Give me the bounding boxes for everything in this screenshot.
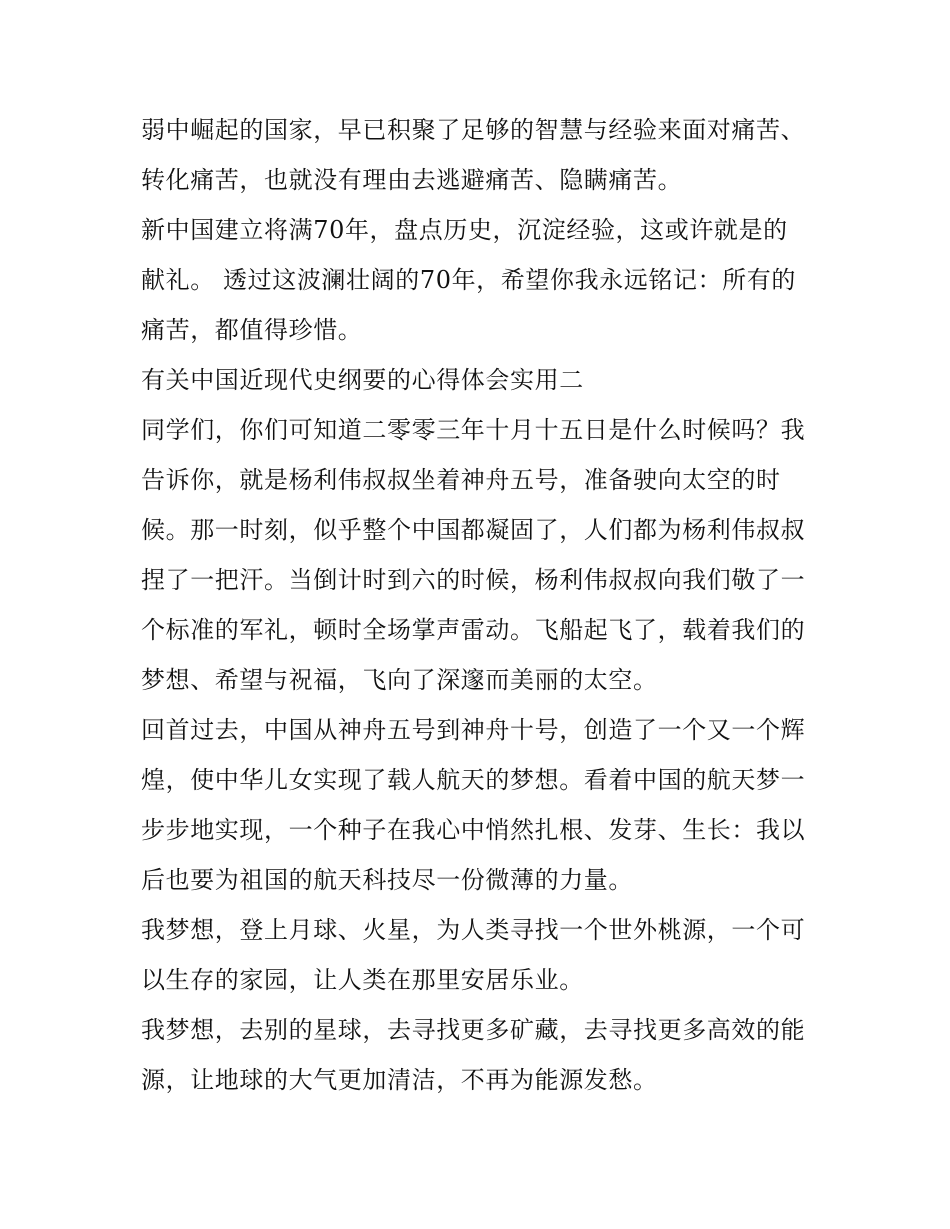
text-line: 我梦想，登上月球、火星，为人类寻找一个世外桃源，一个可 <box>141 916 806 944</box>
paragraph-6 <box>141 905 821 1005</box>
text-line: 煌，使中华儿女实现了载人航天的梦想。看着中国的航天梦一 <box>141 766 806 794</box>
text-line: 以生存的家园，让人类在那里安居乐业。 <box>141 966 584 994</box>
text-line: 新中国建立将满70年，盘点历史，沉淀经验，这或许就是的 <box>141 216 788 244</box>
text-line: 同学们，你们可知道二零零三年十月十五日是什么时候吗？我 <box>141 416 806 444</box>
text-line: 候。那一时刻，似乎整个中国都凝固了，人们都为杨利伟叔叔 <box>141 516 806 544</box>
text-line: 个标准的军礼，顿时全场掌声雷动。飞船起飞了，载着我们的 <box>141 616 806 644</box>
section-heading <box>141 355 821 405</box>
document-body <box>141 105 821 1105</box>
text-line: 后也要为祖国的航天科技尽一份微薄的力量。 <box>141 866 633 894</box>
paragraph-1 <box>141 105 821 205</box>
text-line: 步步地实现，一个种子在我心中悄然扎根、发芽、生长：我以 <box>141 816 806 844</box>
text-line: 我梦想，去别的星球，去寻找更多矿藏，去寻找更多高效的能 <box>141 1016 806 1044</box>
paragraph-2 <box>141 205 821 355</box>
text-line: 转化痛苦，也就没有理由去逃避痛苦、隐瞒痛苦。 <box>141 166 683 194</box>
paragraph-5 <box>141 705 821 905</box>
text-line: 弱中崛起的国家，早已积聚了足够的智慧与经验来面对痛苦、 <box>141 116 806 144</box>
text-line: 回首过去，中国从神舟五号到神舟十号，创造了一个又一个辉 <box>141 716 806 744</box>
paragraph-7 <box>141 1005 821 1105</box>
text-line: 梦想、希望与祝福，飞向了深邃而美丽的太空。 <box>141 666 658 694</box>
text-line: 献礼。 透过这波澜壮阔的70年，希望你我永远铭记：所有的 <box>141 266 796 294</box>
text-line: 捏了一把汗。当倒计时到六的时候，杨利伟叔叔向我们敬了一 <box>141 566 806 594</box>
text-line: 痛苦，都值得珍惜。 <box>141 316 363 344</box>
paragraph-4 <box>141 405 821 705</box>
text-line: 告诉你，就是杨利伟叔叔坐着神舟五号，准备驶向太空的时 <box>141 466 781 494</box>
heading-line: 有关中国近现代史纲要的心得体会实用二 <box>141 366 584 394</box>
text-line: 源，让地球的大气更加清洁，不再为能源发愁。 <box>141 1066 658 1094</box>
